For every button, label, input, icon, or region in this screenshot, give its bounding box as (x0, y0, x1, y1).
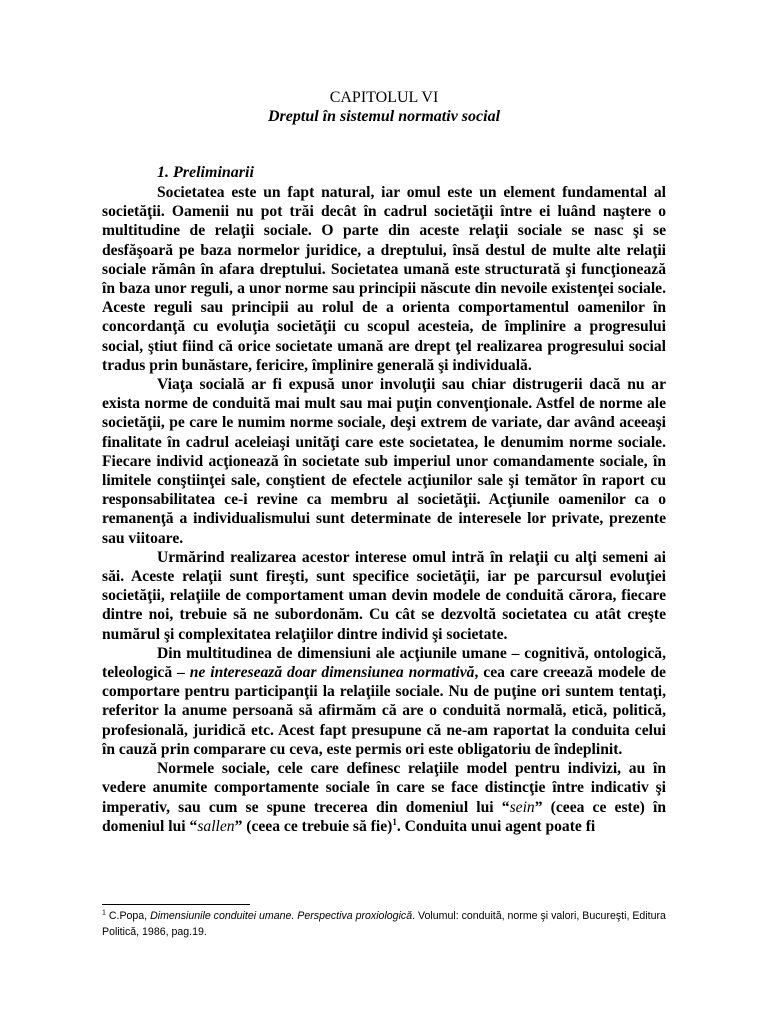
footnote-separator (102, 904, 250, 905)
paragraph-1: Societatea este un fapt natural, iar omul este un element fundamental al societăţii. Oamenii nu pot trăi decât în cadrul societăţii între ei luând naştere o multitudine de relaţii sociale. O parte din aceste relaţii sociale se nasc şi se desfăşoară pe baza normelor juridice, a dreptului, însă destul de multe alte relaţii sociale rămân în afara dreptului. Societatea umană este structurată şi funcţionează în baza unor reguli, a unor norme sau principii născute din nevoile existenţei sociale. Aceste reguli sau principii au rolul de a orienta comportamentul oamenilor în concordanţă cu evoluţia societăţii cu scopul acesteia, de împlinire a progresului social, ştiut fiind că orice societate umană are drept ţel realizarea progresului social tradus prin bunăstare, fericire, împlinire generală şi individuală. (102, 184, 666, 374)
term-sein: sein (509, 798, 535, 816)
paragraph-5 (102, 759, 666, 836)
footnote (102, 908, 668, 940)
body-text (102, 183, 666, 836)
footnote-details: . Volumul: conduită, norme şi valori, Bucureşti, Editura Politică, 1986, pag.19. (102, 910, 666, 938)
paragraph-5-end: ” (ceea ce trebuie să fie) (234, 817, 393, 835)
chapter-number: CAPITOLUL VI (329, 89, 439, 106)
paragraph-5-start: Normele sociale, cele care definesc relaţiile model pentru indivizi, au în vedere anumite comportamente sociale în care se face distincţie între indicativ şi imperativ, sau cum se spune trecerea din domeniul lui “ (102, 760, 666, 816)
term-sallen: sallen (197, 817, 235, 835)
paragraph-4-start: Din multitudinea de dimensiuni ale acţiunile umane – cognitivă, ontologică, teleologică – (102, 644, 666, 682)
footnote-work-title: Dimensiunile conduitei umane. Perspectiva proxiologică (150, 910, 413, 922)
paragraph-4 (102, 644, 666, 759)
paragraph-2: Viaţa socială ar fi expusă unor involuţii sau chiar distrugerii dacă nu ar exista norme de conduită mai mult sau mai puţin convenţionale. Astfel de norme ale societăţii, pe care le numim norme sociale, deşi extrem de variate, dar având aceeaşi finalitate în cadrul aceleiaşi unităţi care este societatea, le denumim norme sociale. Fiecare individ acţionează în societate sub imperiul unor comandamente sociale, în limitele conştiinţei sale, conştient de efectele acţiunilor sale şi temător în raport cu responsabilitatea ce-i revine ca membru al societăţii. Acţiunile oamenilor ca o remanenţă a individualismului sunt determinate de interesele lor private, prezente sau viitoare. (102, 376, 666, 547)
section-heading: 1. Preliminarii (157, 164, 254, 181)
paragraph-5-tail: . Conduita unui agent poate fi (396, 817, 596, 835)
footnote-reference[interactable]: 1 (392, 816, 397, 827)
footnote-marker: 1 (102, 909, 106, 917)
paragraph-3: Urmărind realizarea acestor interese omul intră în relaţii cu alţi semeni ai săi. Aceste relaţii sunt fireşti, sunt specifice societăţii, iar pe parcursul evoluţiei societăţii, relaţiile de comportament uman devin modele de conduită cărora, fiecare dintre noi, trebuie să ne subordonăm. Cu cât se dezvoltă societatea cu atât creşte numărul şi complexitatea relaţiilor dintre individ şi societate. (102, 548, 666, 643)
paragraph-4-end: , cea care creează modele de comportare pentru participanţii la relaţiile sociale. Nu de puţine ori suntem tentaţi, referitor la anume persoană să afirmăm că are o conduită normală, etică, politică, profesională, juridică etc. Acest fapt presupune că ne-am raportat la conduita celui în cauză prin comparare cu ceva, este permis ori este obligatoriu de îndeplinit. (102, 664, 666, 758)
paragraph-5-middle: ” (ceea ce este) în domeniul lui “ (102, 798, 666, 835)
footnote-author: C.Popa, (105, 910, 151, 922)
paragraph-4-emphasis: ne interesează doar dimensiunea normativă (189, 664, 475, 682)
chapter-title: Dreptul în sistemul normativ social (267, 108, 501, 125)
